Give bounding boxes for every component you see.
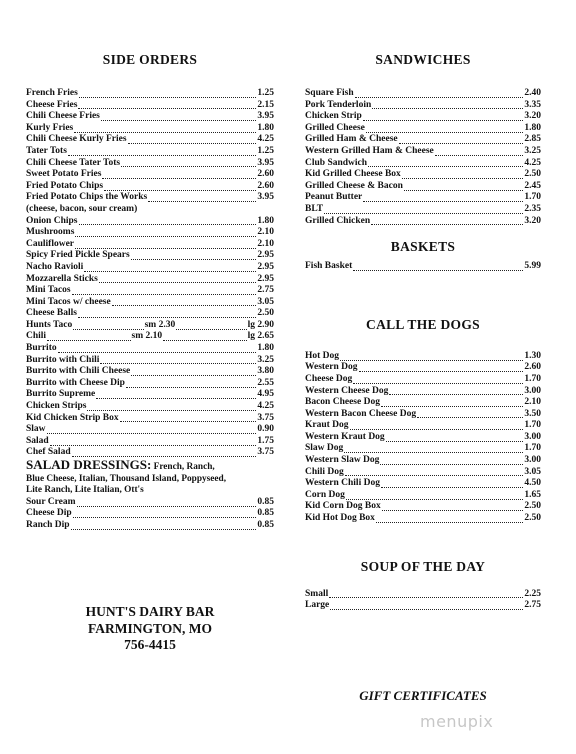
menu-item: Slaw Dog 1.70 [305, 443, 541, 454]
menu-item: Burrito Supreme 4.95 [26, 389, 274, 400]
soup-title: SOUP OF THE DAY [360, 558, 486, 574]
side-orders-list [26, 88, 274, 459]
salad-dressings-line2: Blue Cheese, Italian, Thousand Island, Poppyseed, [26, 473, 227, 484]
menu-item: Chili Dog 3.05 [305, 466, 541, 477]
menu-item: Cheese Fries 2.15 [26, 99, 274, 110]
menu-item: French Fries 1.25 [26, 88, 274, 98]
menu-item: Western Grilled Ham & Cheese 3.25 [305, 145, 541, 156]
menu-item: Cauliflower 2.10 [26, 238, 274, 249]
menu-item: Chicken Strips 4.25 [26, 401, 274, 412]
menu-item: Grilled Cheese 1.80 [305, 122, 541, 133]
works-note: (cheese, bacon, sour cream) [26, 203, 138, 214]
menu-item: Tater Tots 1.25 [26, 145, 274, 156]
menu-item-chili: Chili sm 2.10 lg 2.65 [26, 331, 274, 342]
menu-item: Kid Hot Dog Box 2.50 [305, 513, 541, 524]
menu-item: Fried Potato Chips the Works 3.95 [26, 192, 274, 203]
restaurant-info [60, 604, 240, 654]
menu-item: Bacon Cheese Dog 2.10 [305, 397, 541, 408]
menu-item: Kraut Dog 1.70 [305, 420, 541, 431]
menupix-watermark: menupix [420, 712, 494, 731]
menu-item: Mini Tacos 2.75 [26, 285, 274, 296]
menu-item: Cheese Dog 1.70 [305, 373, 541, 384]
menu-item: Sweet Potato Fries 2.60 [26, 169, 274, 180]
salad-dressings-block [26, 459, 274, 497]
menu-item: Western Cheese Dog 3.00 [305, 385, 541, 396]
menu-item: Peanut Butter 1.70 [305, 192, 541, 203]
right-column [305, 52, 541, 612]
menu-item: Burrito with Cheese Dip 2.55 [26, 377, 274, 388]
soup-list [305, 589, 541, 612]
menu-item: Burrito with Chili Cheese 3.80 [26, 366, 274, 377]
menu-item: Nacho Ravioli 2.95 [26, 261, 274, 272]
menu-item: Western Dog 2.60 [305, 362, 541, 373]
sandwiches-title: SANDWICHES [375, 52, 471, 67]
menu-item: Kid Grilled Cheese Box 2.50 [305, 169, 541, 180]
menu-item: Burrito 1.80 [26, 343, 274, 354]
salad-dressings-line3: Lite Ranch, Lite Italian, Ott's [26, 485, 144, 496]
baskets-title: BASKETS [390, 239, 456, 255]
menu-item: Chef Salad 3.75 [26, 447, 274, 458]
menu-item: Kid Corn Dog Box 2.50 [305, 501, 541, 512]
menu-item: Club Sandwich 4.25 [305, 157, 541, 168]
menu-item: Onion Chips 1.80 [26, 215, 274, 226]
menu-item: Cheese Balls 2.50 [26, 308, 274, 319]
dips-list [26, 497, 274, 532]
menu-item: Hot Dog 1.30 [305, 350, 541, 361]
restaurant-phone: 756-4415 [124, 637, 176, 652]
dogs-list [305, 351, 541, 525]
menu-item: Chili Cheese Tater Tots 3.95 [26, 157, 274, 168]
menu-item: Kurly Fries 1.80 [26, 122, 274, 133]
menu-item: Chicken Strip 3.20 [305, 111, 541, 122]
menu-item-hunts-taco: Hunts Taco sm 2.30 lg 2.90 [26, 319, 274, 330]
menu-item: Western Bacon Cheese Dog 3.50 [305, 408, 541, 419]
menu-item: Corn Dog 1.65 [305, 489, 541, 500]
menu-item: Salad 1.75 [26, 435, 274, 446]
menu-item: Ranch Dip 0.85 [26, 519, 274, 530]
menu-item: Mushrooms 2.10 [26, 227, 274, 238]
menu-item: Fish Basket 5.99 [305, 261, 541, 272]
menu-item: Pork Tenderloin 3.35 [305, 99, 541, 110]
menu-item: Mini Tacos w/ cheese 3.05 [26, 296, 274, 307]
menu-item: Grilled Ham & Cheese 2.85 [305, 134, 541, 145]
dogs-title: CALL THE DOGS [366, 316, 480, 332]
menu-item: Grilled Cheese & Bacon 2.45 [305, 180, 541, 191]
menu-item: Small 2.25 [305, 588, 541, 599]
restaurant-name: HUNT'S DAIRY BAR [85, 604, 215, 619]
menu-item: Kid Chicken Strip Box 3.75 [26, 412, 274, 423]
menu-item: Western Slaw Dog 3.00 [305, 455, 541, 466]
restaurant-location: FARMINGTON, MO [88, 620, 212, 636]
menu-item: Fried Potato Chips 2.60 [26, 180, 274, 191]
menu-item: Square Fish 2.40 [305, 88, 541, 98]
menu-item: Burrito with Chili 3.25 [26, 354, 274, 365]
salad-dressings-title: SALAD DRESSINGS: [26, 457, 152, 472]
salad-dressings-line1: French, Ranch, [153, 462, 215, 472]
menu-item: BLT 2.35 [305, 203, 541, 214]
menu-item: Cheese Dip 0.85 [26, 508, 274, 519]
menu-item: Grilled Chicken 3.20 [305, 215, 541, 226]
left-column [26, 52, 274, 532]
menu-item: Chili Cheese Kurly Fries 4.25 [26, 134, 274, 145]
menu-item: Spicy Fried Pickle Spears 2.95 [26, 250, 274, 261]
menu-item: Western Kraut Dog 3.00 [305, 431, 541, 442]
gift-certificates: GIFT CERTIFICATES [359, 688, 487, 703]
baskets-list [305, 261, 541, 273]
side-orders-title: SIDE ORDERS [102, 52, 198, 67]
menu-item: Western Chili Dog 4.50 [305, 478, 541, 489]
menu-item: Chili Cheese Fries 3.95 [26, 111, 274, 122]
sandwiches-list [305, 88, 541, 227]
menu-item: Large 2.75 [305, 600, 541, 611]
menu-item: Sour Cream 0.85 [26, 496, 274, 507]
menu-item: Slaw 0.90 [26, 424, 274, 435]
menu-item: Mozzarella Sticks 2.95 [26, 273, 274, 284]
